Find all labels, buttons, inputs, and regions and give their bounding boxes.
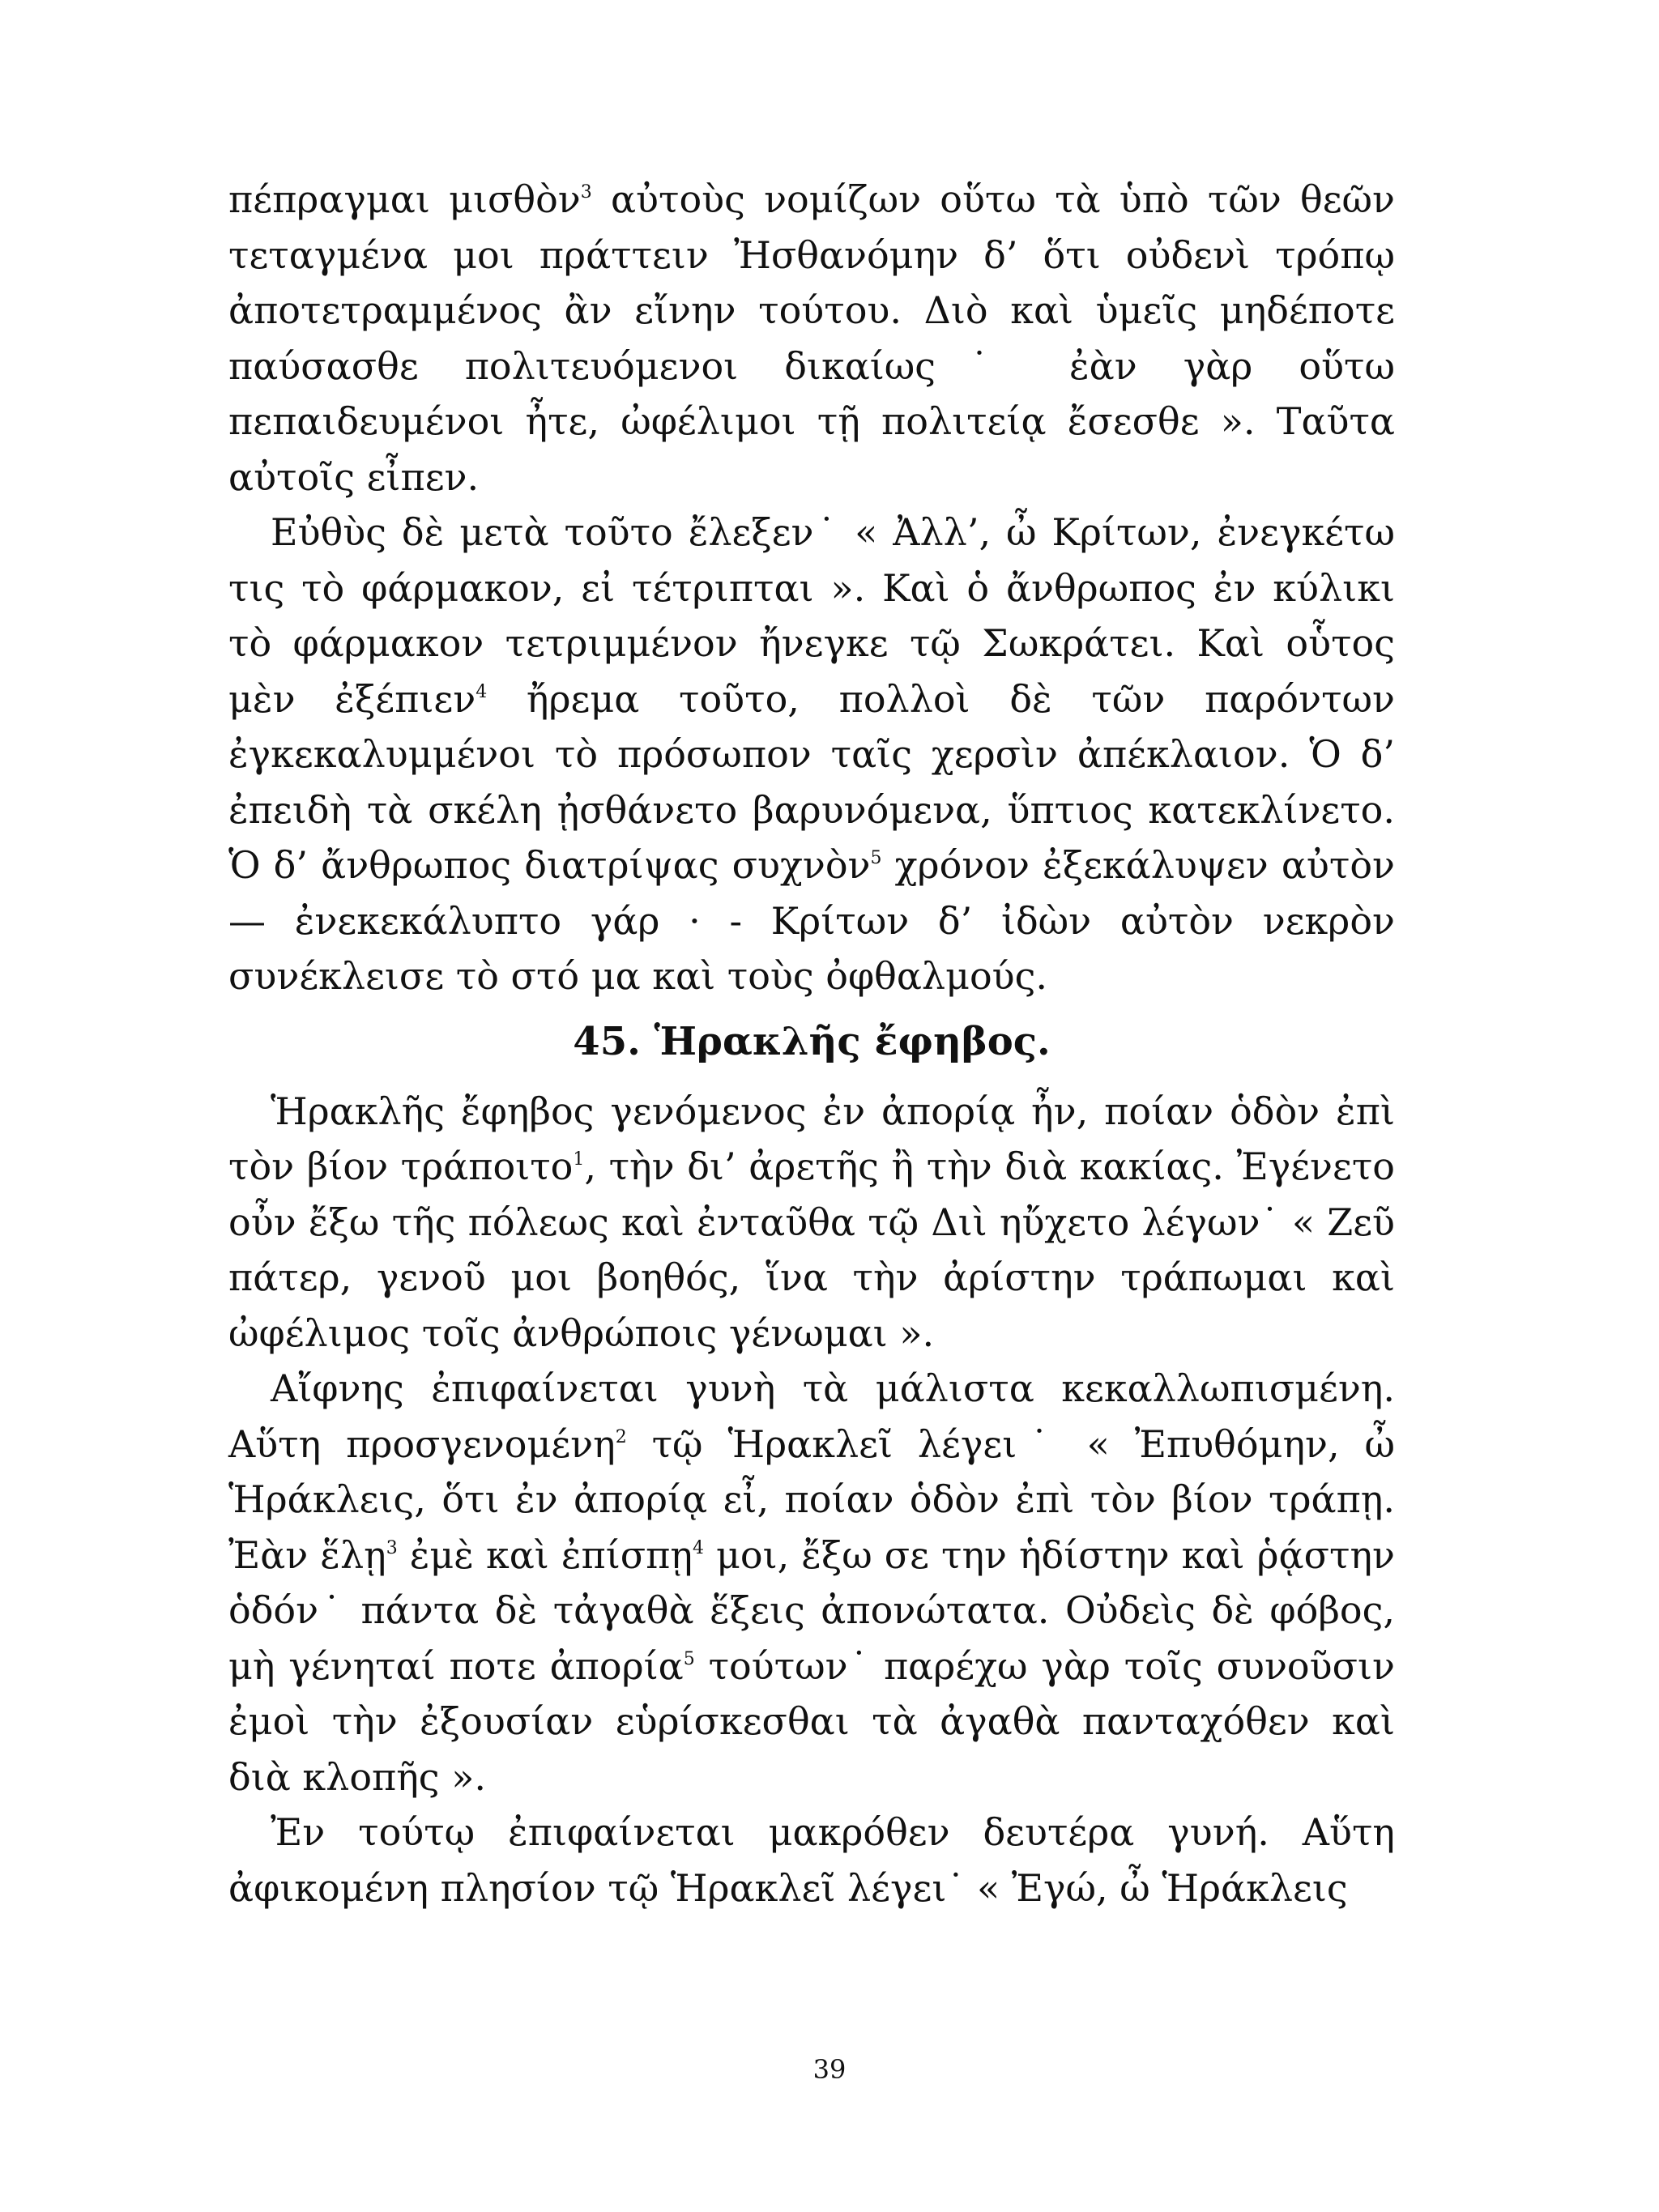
paragraph-heracles-dilemma: Ἡρακλῆς ἔφηβος γενόμενος ἐν ἀπορίᾳ ἦν, ποίαν ὁδὸν ἐπὶ τὸν βίον τράποιτο$^1$, τὴν δι’ ἀρετῆς ἢ τὴν διὰ κακίας. Ἐγένετο οὖν ἔξω τῆς πόλεως καὶ ἐνταῦθα τῷ Διὶ ηὔχετο λέγων˙ « Ζεῦ πάτερ, γενοῦ μοι βοηθός, ἵνα τὴν ἀρίστην τράπωμαι καὶ ὠφέλιμος τοῖς ἀνθρώποις γένωμαι ». bbox=[228, 1089, 1395, 1355]
paragraph-first-woman: Αἴφνης ἐπιφαίνεται γυνὴ τὰ μάλιστα κεκαλλωπισμένη. Αὕτη προσγενομένη$^2$ τῷ Ἡρακλεῖ λέγει˙ « Ἐπυθόμην, ὦ Ἡράκλεις, ὅτι ἐν ἀπορίᾳ εἶ, ποίαν ὁδὸν ἐπὶ τὸν βίον τράπῃ. Ἐὰν ἕλῃ$^3$ ἐμὲ καὶ ἐπίσπῃ$^4$ μοι, ἔξω σε την ἡδίστην καὶ ῥᾴστην ὁδόν˙ πάντα δὲ τἀγαθὰ ἕξεις ἀπονώτατα. Οὐδεὶς δὲ φόβος, μὴ γένηταί ποτε ἀπορία$^5$ τούτων˙ παρέχω γὰρ τοῖς συνοῦσιν ἐμοὶ τὴν ἐξουσίαν εὑρίσκεσθαι τὰ ἀγαθὰ πανταχόθεν καὶ διὰ κλοπῆς ». bbox=[228, 1366, 1395, 1799]
footnote-marker: 4 bbox=[692, 1537, 704, 1558]
main-text bbox=[228, 172, 1395, 1916]
footnote-marker: 2 bbox=[615, 1426, 627, 1447]
paragraph-socrates-death: Εὐθὺς δὲ μετὰ τοῦτο ἔλεξεν˙ « Ἀλλ’, ὦ Κρίτων, ἐνεγκέτω τις τὸ φάρμακον, εἰ τέτριπται ». Καὶ ὁ ἄνθρωπος ἐν κύλικι τὸ φάρμακον τετριμμένον ἤνεγκε τῷ Σωκράτει. Καὶ οὗτος μὲν ἐξέπιεν$^4$ ἤρεμα τοῦτο, πολλοὶ δὲ τῶν παρόντων ἐγκεκαλυμμένοι τὸ πρόσωπον ταῖς χερσὶν ἀπέκλαιον. Ὁ δ’ ἐπειδὴ τὰ σκέλη ᾐσθάνετο βαρυνόμενα, ὕπτιος κατεκλίνετο. Ὁ δ’ ἄνθρωπος διατρίψας συχνὸν$^5$ χρόνον ἐξεκάλυψεν αὐτὸν — ἐνεκεκάλυπτο γάρ · - Κρίτων δ’ ἰδὼν αὐτὸν νεκρὸν συνέκλεισε τὸ στό μα καὶ τοὺς ὀφθαλμούς. bbox=[228, 510, 1395, 998]
footnote-marker: 3 bbox=[580, 182, 592, 202]
section-heading: 45. Ἡρακλῆς ἔφηβος. bbox=[573, 1018, 1051, 1064]
paragraph-socrates-speech-end: πέπραγμαι μισθὸν$^3$ αὐτοὺς νομίζων οὕτω τὰ ὑπὸ τῶν θεῶν τεταγμένα μοι πράττειν Ἠσθανόμην δ’ ὅτι οὐδενὶ τρόπῳ ἀποτετραμμένος ἂν εἴνην τούτου. Διὸ καὶ ὑμεῖς μηδέποτε παύσασθε πολιτευόμενοι δικαίως˙ ἐὰν γὰρ οὕτω πεπαιδευμένοι ἦτε, ὠφέλιμοι τῇ πολιτείᾳ ἔσεσθε ». Ταῦτα αὐτοῖς εἶπεν. bbox=[228, 177, 1395, 499]
footnote-marker: 4 bbox=[476, 681, 488, 702]
footnote-marker: 1 bbox=[573, 1149, 585, 1170]
footnote-marker: 3 bbox=[386, 1537, 398, 1558]
page-number: 39 bbox=[812, 2054, 847, 2085]
footnote-marker: 5 bbox=[870, 848, 882, 868]
footnote-marker: 5 bbox=[683, 1648, 695, 1669]
paragraph-second-woman: Ἐν τούτῳ ἐπιφαίνεται μακρόθεν δευτέρα γυνή. Αὕτη ἀφικομένη πλησίον τῷ Ἡρακλεῖ λέγει˙ « Ἐγώ, ὦ Ἡράκλεις bbox=[228, 1810, 1395, 1910]
